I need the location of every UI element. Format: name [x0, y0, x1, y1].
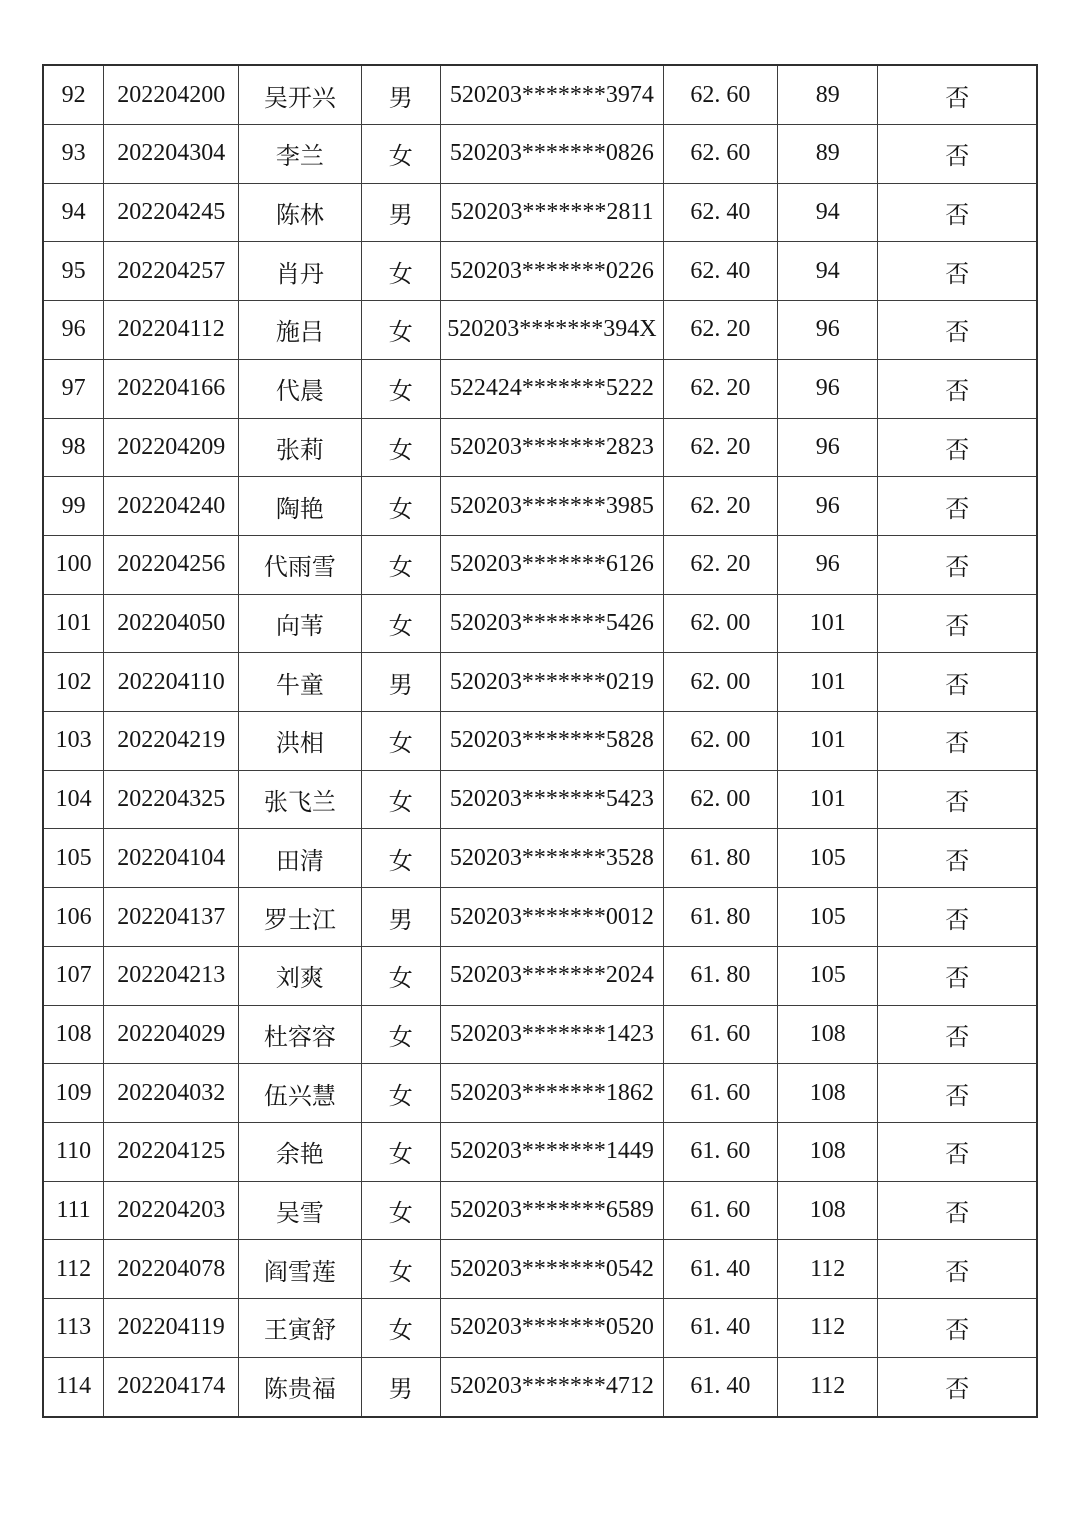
cell-id_no: 520203*******0012 [441, 888, 664, 947]
cell-score: 61. 60 [663, 1122, 777, 1181]
cell-flag: 否 [878, 1240, 1037, 1299]
cell-flag: 否 [878, 359, 1037, 418]
cell-score: 61. 80 [663, 829, 777, 888]
cell-id_no: 520203*******1449 [441, 1122, 664, 1181]
cell-id_no: 520203*******0226 [441, 242, 664, 301]
cell-score: 62. 00 [663, 653, 777, 712]
cell-score: 61. 80 [663, 946, 777, 1005]
cell-id_no: 522424*******5222 [441, 359, 664, 418]
cell-score: 61. 60 [663, 1181, 777, 1240]
cell-seq: 111 [43, 1181, 104, 1240]
cell-gender: 女 [361, 1181, 441, 1240]
cell-score: 61. 80 [663, 888, 777, 947]
cell-seq: 92 [43, 65, 104, 125]
cell-gender: 女 [361, 477, 441, 536]
cell-gender: 女 [361, 712, 441, 771]
table-row [43, 712, 1037, 771]
cell-seq: 99 [43, 477, 104, 536]
cell-rank: 96 [778, 418, 878, 477]
cell-exam_no: 202204125 [104, 1122, 239, 1181]
cell-exam_no: 202204032 [104, 1064, 239, 1123]
cell-rank: 105 [778, 829, 878, 888]
cell-flag: 否 [878, 183, 1037, 242]
table-row [43, 242, 1037, 301]
cell-name: 余艳 [239, 1122, 361, 1181]
cell-gender: 男 [361, 888, 441, 947]
table-row [43, 888, 1037, 947]
table-row [43, 1357, 1037, 1417]
cell-gender: 女 [361, 594, 441, 653]
table-row [43, 418, 1037, 477]
cell-name: 张飞兰 [239, 770, 361, 829]
cell-flag: 否 [878, 1357, 1037, 1417]
results-table [42, 64, 1038, 1418]
cell-score: 61. 40 [663, 1299, 777, 1358]
cell-flag: 否 [878, 477, 1037, 536]
cell-exam_no: 202204245 [104, 183, 239, 242]
cell-rank: 89 [778, 125, 878, 184]
cell-rank: 108 [778, 1064, 878, 1123]
cell-score: 61. 40 [663, 1357, 777, 1417]
cell-flag: 否 [878, 242, 1037, 301]
cell-seq: 95 [43, 242, 104, 301]
cell-id_no: 520203*******6589 [441, 1181, 664, 1240]
cell-rank: 94 [778, 242, 878, 301]
cell-exam_no: 202204240 [104, 477, 239, 536]
cell-id_no: 520203*******1423 [441, 1005, 664, 1064]
cell-flag: 否 [878, 301, 1037, 360]
cell-name: 刘爽 [239, 946, 361, 1005]
cell-seq: 100 [43, 535, 104, 594]
cell-seq: 93 [43, 125, 104, 184]
table-row [43, 301, 1037, 360]
cell-rank: 101 [778, 770, 878, 829]
cell-exam_no: 202204325 [104, 770, 239, 829]
cell-exam_no: 202204304 [104, 125, 239, 184]
cell-flag: 否 [878, 1122, 1037, 1181]
cell-gender: 女 [361, 242, 441, 301]
cell-gender: 女 [361, 946, 441, 1005]
cell-gender: 女 [361, 1122, 441, 1181]
cell-seq: 101 [43, 594, 104, 653]
cell-name: 洪相 [239, 712, 361, 771]
cell-name: 施吕 [239, 301, 361, 360]
cell-seq: 102 [43, 653, 104, 712]
table-row [43, 125, 1037, 184]
table-row [43, 594, 1037, 653]
cell-score: 62. 20 [663, 359, 777, 418]
table-row [43, 1064, 1037, 1123]
table-row [43, 477, 1037, 536]
cell-exam_no: 202204104 [104, 829, 239, 888]
cell-seq: 114 [43, 1357, 104, 1417]
cell-exam_no: 202204050 [104, 594, 239, 653]
cell-rank: 96 [778, 477, 878, 536]
cell-rank: 96 [778, 535, 878, 594]
cell-rank: 94 [778, 183, 878, 242]
cell-score: 62. 40 [663, 183, 777, 242]
cell-score: 62. 60 [663, 125, 777, 184]
cell-score: 62. 20 [663, 535, 777, 594]
cell-score: 62. 20 [663, 477, 777, 536]
cell-id_no: 520203*******5426 [441, 594, 664, 653]
cell-score: 62. 20 [663, 418, 777, 477]
cell-gender: 女 [361, 418, 441, 477]
cell-exam_no: 202204174 [104, 1357, 239, 1417]
cell-seq: 112 [43, 1240, 104, 1299]
cell-gender: 女 [361, 770, 441, 829]
cell-exam_no: 202204256 [104, 535, 239, 594]
cell-flag: 否 [878, 888, 1037, 947]
cell-flag: 否 [878, 65, 1037, 125]
cell-seq: 104 [43, 770, 104, 829]
cell-name: 吴雪 [239, 1181, 361, 1240]
cell-gender: 女 [361, 125, 441, 184]
cell-flag: 否 [878, 712, 1037, 771]
cell-seq: 108 [43, 1005, 104, 1064]
cell-rank: 108 [778, 1122, 878, 1181]
cell-name: 向苇 [239, 594, 361, 653]
cell-rank: 108 [778, 1005, 878, 1064]
cell-exam_no: 202204219 [104, 712, 239, 771]
cell-rank: 112 [778, 1240, 878, 1299]
cell-id_no: 520203*******3528 [441, 829, 664, 888]
cell-flag: 否 [878, 1005, 1037, 1064]
cell-rank: 105 [778, 888, 878, 947]
cell-seq: 106 [43, 888, 104, 947]
cell-rank: 105 [778, 946, 878, 1005]
cell-id_no: 520203*******2811 [441, 183, 664, 242]
cell-name: 阎雪莲 [239, 1240, 361, 1299]
table-row [43, 535, 1037, 594]
cell-id_no: 520203*******6126 [441, 535, 664, 594]
table-row [43, 653, 1037, 712]
cell-flag: 否 [878, 535, 1037, 594]
cell-id_no: 520203*******5423 [441, 770, 664, 829]
cell-seq: 113 [43, 1299, 104, 1358]
cell-exam_no: 202204209 [104, 418, 239, 477]
results-table-body [43, 65, 1037, 1417]
cell-id_no: 520203*******0219 [441, 653, 664, 712]
cell-seq: 97 [43, 359, 104, 418]
cell-id_no: 520203*******0520 [441, 1299, 664, 1358]
cell-flag: 否 [878, 946, 1037, 1005]
cell-flag: 否 [878, 829, 1037, 888]
cell-seq: 109 [43, 1064, 104, 1123]
cell-flag: 否 [878, 653, 1037, 712]
cell-gender: 女 [361, 1299, 441, 1358]
cell-score: 62. 40 [663, 242, 777, 301]
cell-exam_no: 202204112 [104, 301, 239, 360]
table-row [43, 770, 1037, 829]
cell-rank: 89 [778, 65, 878, 125]
cell-name: 代晨 [239, 359, 361, 418]
cell-id_no: 520203*******1862 [441, 1064, 664, 1123]
cell-score: 61. 40 [663, 1240, 777, 1299]
cell-name: 代雨雪 [239, 535, 361, 594]
cell-flag: 否 [878, 594, 1037, 653]
cell-seq: 94 [43, 183, 104, 242]
cell-gender: 男 [361, 183, 441, 242]
cell-flag: 否 [878, 418, 1037, 477]
cell-id_no: 520203*******394X [441, 301, 664, 360]
cell-exam_no: 202204078 [104, 1240, 239, 1299]
cell-name: 陶艳 [239, 477, 361, 536]
cell-seq: 103 [43, 712, 104, 771]
table-row [43, 1240, 1037, 1299]
table-row [43, 946, 1037, 1005]
cell-score: 61. 60 [663, 1064, 777, 1123]
cell-exam_no: 202204213 [104, 946, 239, 1005]
cell-rank: 96 [778, 359, 878, 418]
cell-rank: 96 [778, 301, 878, 360]
cell-exam_no: 202204200 [104, 65, 239, 125]
cell-id_no: 520203*******5828 [441, 712, 664, 771]
cell-seq: 107 [43, 946, 104, 1005]
table-row [43, 65, 1037, 125]
cell-name: 吴开兴 [239, 65, 361, 125]
cell-gender: 女 [361, 301, 441, 360]
table-row [43, 829, 1037, 888]
cell-name: 张莉 [239, 418, 361, 477]
cell-rank: 112 [778, 1357, 878, 1417]
cell-gender: 女 [361, 359, 441, 418]
cell-flag: 否 [878, 125, 1037, 184]
cell-name: 杜容容 [239, 1005, 361, 1064]
table-row [43, 1299, 1037, 1358]
cell-name: 牛童 [239, 653, 361, 712]
cell-name: 田清 [239, 829, 361, 888]
cell-score: 62. 00 [663, 770, 777, 829]
cell-rank: 101 [778, 653, 878, 712]
cell-exam_no: 202204137 [104, 888, 239, 947]
cell-flag: 否 [878, 1181, 1037, 1240]
cell-flag: 否 [878, 1299, 1037, 1358]
cell-score: 62. 60 [663, 65, 777, 125]
cell-score: 61. 60 [663, 1005, 777, 1064]
cell-id_no: 520203*******3985 [441, 477, 664, 536]
cell-name: 陈林 [239, 183, 361, 242]
table-row [43, 359, 1037, 418]
cell-score: 62. 20 [663, 301, 777, 360]
cell-exam_no: 202204257 [104, 242, 239, 301]
cell-id_no: 520203*******3974 [441, 65, 664, 125]
cell-gender: 女 [361, 829, 441, 888]
cell-seq: 110 [43, 1122, 104, 1181]
cell-rank: 101 [778, 712, 878, 771]
cell-id_no: 520203*******2024 [441, 946, 664, 1005]
cell-gender: 女 [361, 1064, 441, 1123]
cell-name: 肖丹 [239, 242, 361, 301]
cell-name: 陈贵福 [239, 1357, 361, 1417]
table-row [43, 183, 1037, 242]
cell-gender: 男 [361, 1357, 441, 1417]
cell-seq: 98 [43, 418, 104, 477]
cell-exam_no: 202204166 [104, 359, 239, 418]
cell-gender: 女 [361, 535, 441, 594]
cell-gender: 男 [361, 65, 441, 125]
cell-seq: 105 [43, 829, 104, 888]
cell-name: 伍兴慧 [239, 1064, 361, 1123]
cell-id_no: 520203*******2823 [441, 418, 664, 477]
cell-exam_no: 202204029 [104, 1005, 239, 1064]
cell-gender: 女 [361, 1005, 441, 1064]
cell-exam_no: 202204110 [104, 653, 239, 712]
cell-name: 王寅舒 [239, 1299, 361, 1358]
cell-name: 罗士江 [239, 888, 361, 947]
cell-gender: 男 [361, 653, 441, 712]
cell-seq: 96 [43, 301, 104, 360]
cell-rank: 101 [778, 594, 878, 653]
cell-id_no: 520203*******0542 [441, 1240, 664, 1299]
cell-gender: 女 [361, 1240, 441, 1299]
cell-exam_no: 202204203 [104, 1181, 239, 1240]
cell-rank: 112 [778, 1299, 878, 1358]
cell-score: 62. 00 [663, 594, 777, 653]
table-row [43, 1122, 1037, 1181]
cell-rank: 108 [778, 1181, 878, 1240]
cell-name: 李兰 [239, 125, 361, 184]
cell-id_no: 520203*******4712 [441, 1357, 664, 1417]
cell-score: 62. 00 [663, 712, 777, 771]
cell-exam_no: 202204119 [104, 1299, 239, 1358]
table-row [43, 1181, 1037, 1240]
cell-id_no: 520203*******0826 [441, 125, 664, 184]
cell-flag: 否 [878, 770, 1037, 829]
table-row [43, 1005, 1037, 1064]
cell-flag: 否 [878, 1064, 1037, 1123]
